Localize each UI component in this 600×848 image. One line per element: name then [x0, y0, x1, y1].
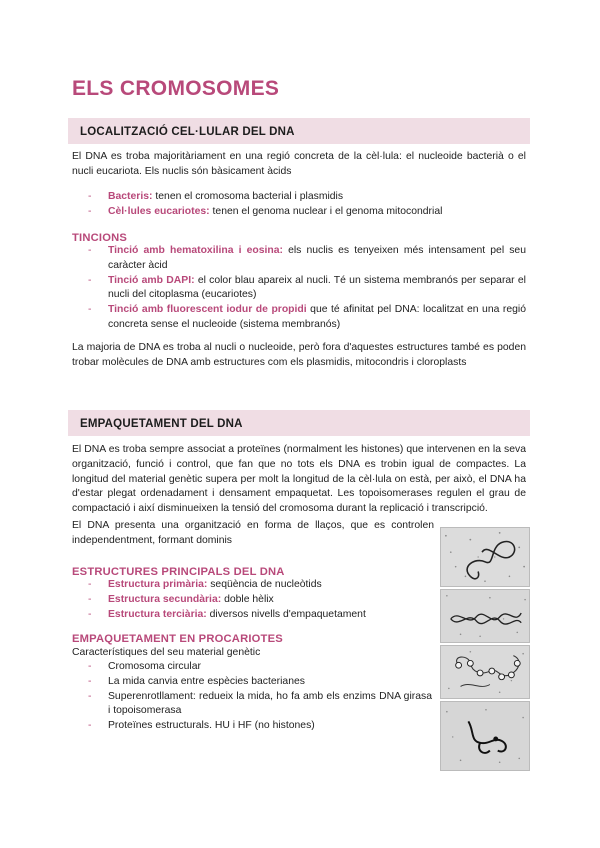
micrograph-dna-circle: [440, 589, 530, 643]
procariotes-list: [88, 660, 432, 734]
subheading-estructures: ESTRUCTURES PRINCIPALS DEL DNA: [72, 566, 285, 578]
list-item: - Tinció amb fluorescent iodur de propidi que té afinitat pel DNA: localitzat en una regió concreta sense el nucleoide (sistema membranós): [88, 304, 527, 330]
list-item: - La mida canvia entre espècies bacterianes: [88, 675, 305, 687]
page-title: ELS CROMOSOMES: [72, 77, 280, 100]
list-item: - Cromosoma circular: [88, 661, 201, 672]
packaging-tail-text: El DNA presenta una organització en forma de llaços, que es controlen independentment, formant dominis: [72, 520, 434, 546]
subheading-procariotes: EMPAQUETAMENT EN PROCARIOTES: [72, 633, 283, 645]
section-heading: LOCALITZACIÓ CEL·LULAR DEL DNA: [80, 126, 295, 138]
list-item: - Estructura terciària: diversos nivells d'empaquetament: [88, 608, 366, 620]
procariotes-intro: Característiques del seu material genètic: [72, 647, 261, 658]
micrograph-dna-beads: [440, 645, 530, 699]
micrograph-dna-condensed: [440, 701, 530, 771]
list-item: - Superenrotllament: redueix la mida, ho fa amb els enzims DNA girasa i topoisomerasa: [88, 690, 432, 717]
list-item: - Tinció amb hematoxilina i eosina: els nuclis es tenyeixen més intensament pel seu caràcter àcid: [88, 245, 526, 271]
cell-type-list: [88, 190, 528, 220]
section-heading-band: [68, 410, 530, 436]
list-item: - Estructura secundària: doble hèlix: [88, 593, 274, 605]
list-item: - Cèl·lules eucariotes: tenen el genoma nuclear i el genoma mitocondrial: [88, 205, 443, 217]
list-item: - Bacteris: tenen el cromosoma bacterial i plasmidis: [88, 191, 344, 202]
packaging-text: El DNA es troba sempre associat a proteïnes (normalment les histones) que intervenen en la seva organització, funció i control, que fan que no tots els DNA es trobin igual de compactes. La longitud del material genètic supera per molt la longitud de la cèl·lula on està, per això, el DNA ha d'estar plegat ordenadament i densament empaquetat. Les topoisomerases regulen el grau de compactació i així disminueixen la tensió del cromosoma durant la replicació i transcripció.: [72, 444, 526, 515]
closing-paragraph: La majoria de DNA es troba al nucli o nucleoide, però fora d'aquestes estructures també es poden trobar molècules de DNA amb estructures com els plasmidis, mitocondris i cloroplasts: [72, 342, 526, 368]
subheading-tincions: TINCIONS: [72, 232, 128, 244]
intro-paragraph: El DNA es troba majoritàriament en una regió concreta de la cèl·lula: el nucleoide bacterià o el nucli eucariota. Els nuclis són bàsicament àcids: [72, 151, 526, 177]
list-item: - Tinció amb DAPI: el color blau apareix al nucli. Té un sistema membranós per separar el nucli del citoplasma (eucariotes): [88, 274, 526, 301]
section-heading-band: [68, 118, 530, 144]
micrograph-dna-loops: [440, 527, 530, 587]
tincions-list: [88, 244, 526, 333]
list-item: - Proteïnes estructurals. HU i HF (no histones): [88, 720, 315, 732]
list-item: - Estructura primària: seqüència de nucleòtids: [88, 579, 322, 590]
section-heading: EMPAQUETAMENT DEL DNA: [80, 418, 243, 430]
packaging-paragraph: [72, 443, 526, 517]
estructures-list: [88, 578, 428, 622]
